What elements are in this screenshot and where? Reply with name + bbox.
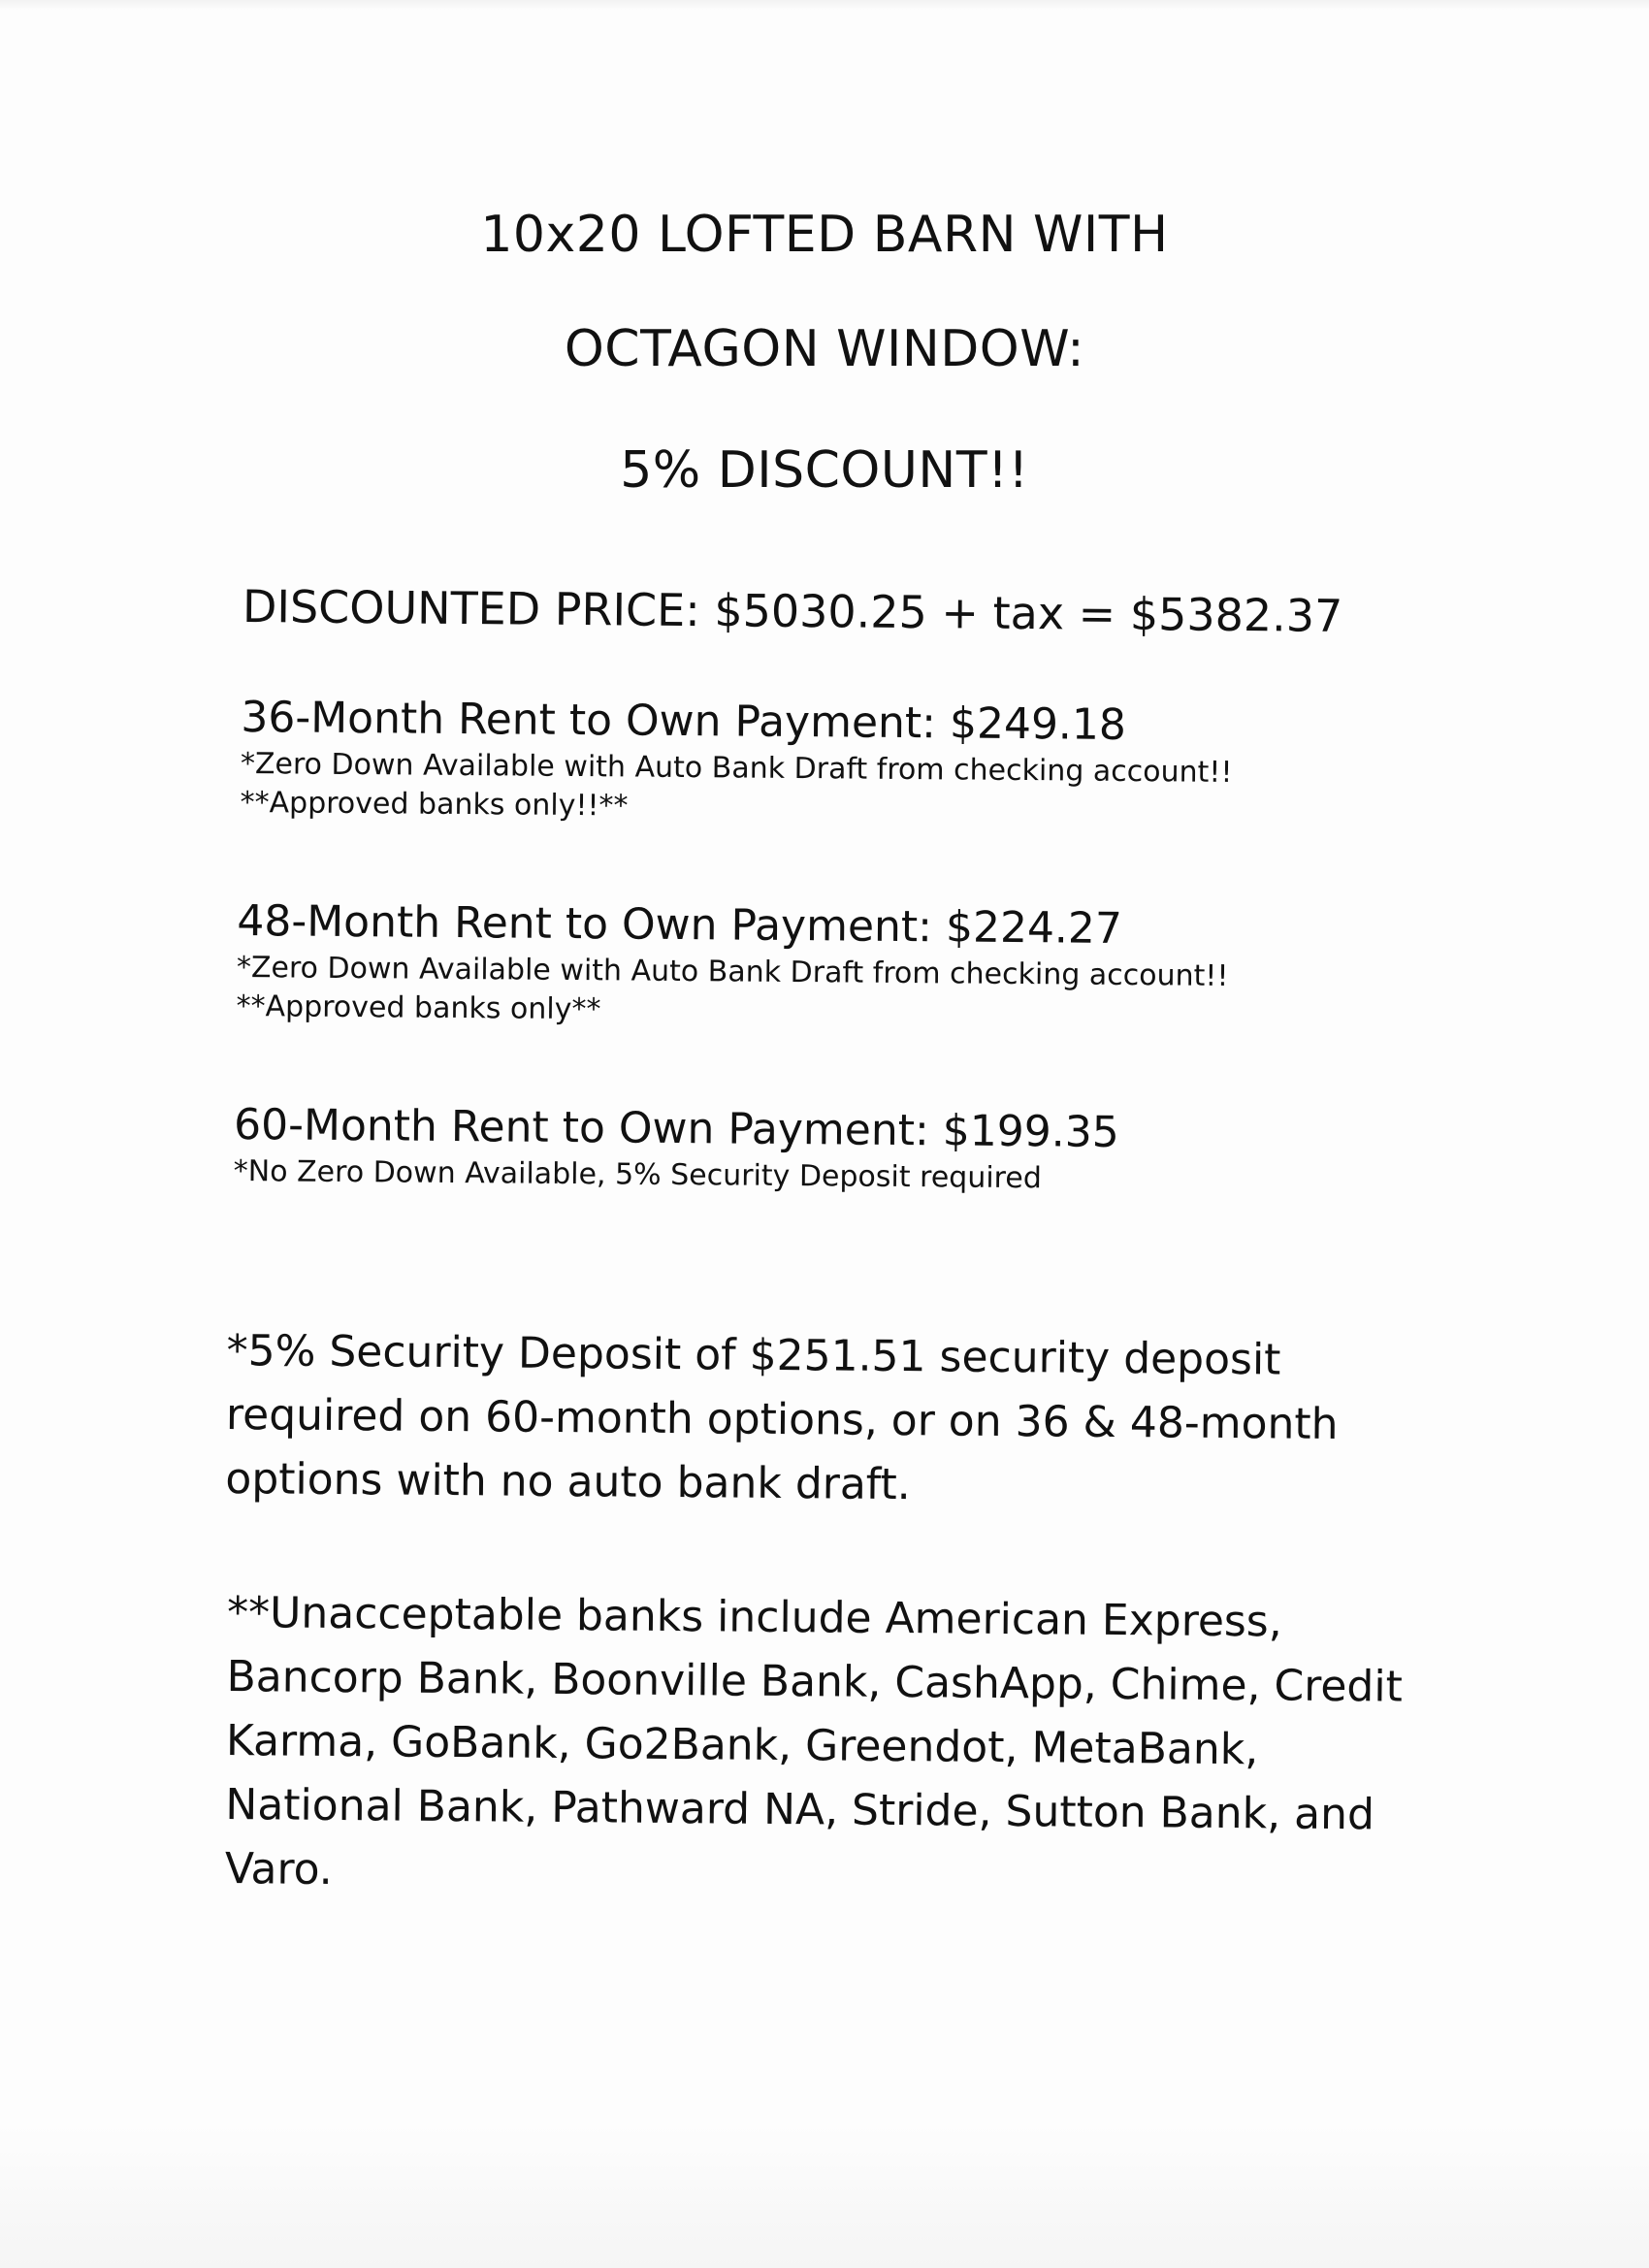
option-36-month xyxy=(240,691,1233,831)
option-60-month xyxy=(234,1098,1119,1199)
option-note: *No Zero Down Available, 5% Security Deposit required xyxy=(233,1153,1042,1196)
unacceptable-banks-footnote: **Unacceptable banks include American Express, Bancorp Bank, Boonville Bank, CashApp, Chime, Credit Karma, GoBank, Go2Bank, Greendot, MetaBank, National Bank, Pathward NA, Stride, Sutton Bank, and Varo. xyxy=(224,1588,1404,1895)
option-note: *Zero Down Available with Auto Bank Draft from checking account!! xyxy=(240,747,1233,790)
option-note: **Approved banks only** xyxy=(236,988,601,1027)
option-heading: 36-Month Rent to Own Payment: $249.18 xyxy=(241,693,1127,750)
title-line-3: 5% DISCOUNT!! xyxy=(620,441,1029,500)
option-heading: 60-Month Rent to Own Payment: $199.35 xyxy=(233,1100,1119,1157)
option-48-month xyxy=(236,894,1229,1035)
scan-edge-top xyxy=(0,0,1649,10)
scan-edge-bottom xyxy=(0,2124,1649,2268)
option-note: **Approved banks only!!** xyxy=(240,785,629,824)
discounted-price: DISCOUNTED PRICE: $5030.25 + tax = $5382.37 xyxy=(242,580,1343,642)
option-note: *Zero Down Available with Auto Bank Draft from checking account!! xyxy=(236,951,1229,993)
title-line-2: OCTAGON WINDOW: xyxy=(564,320,1085,378)
option-heading: 48-Month Rent to Own Payment: $224.27 xyxy=(237,896,1123,954)
security-deposit-footnote: *5% Security Deposit of $251.51 security deposit required on 60-month options, or on 36 & 48-month options with no auto bank draft. xyxy=(225,1326,1339,1510)
title-line-1: 10x20 LOFTED BARN WITH xyxy=(480,206,1169,264)
